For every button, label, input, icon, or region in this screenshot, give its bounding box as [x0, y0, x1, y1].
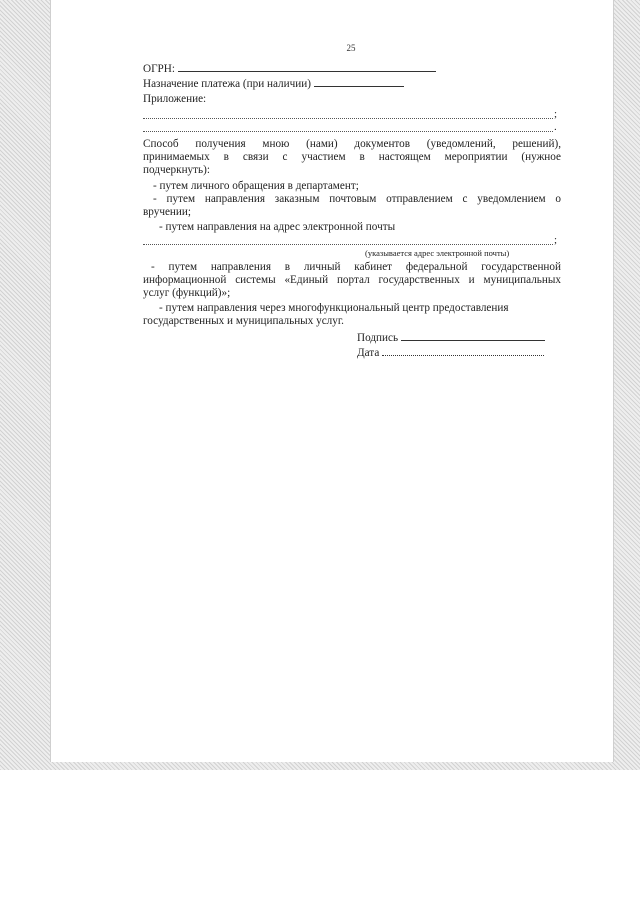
option-registered-mail-line-1: - путем направления заказным почтовым отправлением с уведомлением о: [153, 193, 561, 205]
document-page: [50, 0, 614, 762]
payment-purpose-label: Назначение платежа (при наличии): [143, 78, 311, 90]
option-email: - путем направления на адрес электронной почты: [159, 221, 396, 233]
option-portal-line-3: услуг (функций)»;: [143, 287, 231, 299]
option-portal-line-1: - путем направления в личный кабинет федеральной государственной: [151, 261, 561, 273]
signature-blank-field: [401, 331, 545, 341]
method-intro-line-1: Способ получения мною (нами) документов (уведомлений, решений),: [143, 138, 561, 150]
attachment-blank-line-1: [143, 118, 553, 119]
attachment-line-2-end: .: [554, 121, 557, 133]
option-mfc-line-1: - путем направления через многофункциональный центр предоставления: [159, 302, 509, 314]
option-personal-visit: - путем личного обращения в департамент;: [153, 180, 359, 192]
option-mfc-line-2: государственных и муниципальных услуг.: [143, 315, 344, 327]
date-row: [357, 346, 544, 360]
method-intro-line-2: принимаемых в связи с участием в настоящем мероприятии (нужное: [143, 151, 561, 163]
email-hint: (указывается адрес электронной почты): [365, 248, 510, 258]
option-portal-line-2: информационной системы «Единый портал государственных и муниципальных: [143, 274, 561, 286]
method-intro-line-3: подчеркнуть):: [143, 164, 210, 176]
payment-purpose-blank-field: [314, 77, 404, 87]
date-label: Дата: [357, 347, 380, 359]
attachment-label: Приложение:: [143, 93, 207, 105]
email-blank-line: [143, 244, 553, 245]
email-line-end: ;: [554, 234, 558, 246]
ogrn-blank-field: [178, 62, 436, 72]
ogrn-label: ОГРН:: [143, 63, 175, 75]
attachment-line-1-end: ;: [554, 108, 558, 120]
date-blank-field: [382, 346, 544, 356]
ogrn-row: [143, 62, 436, 76]
payment-purpose-row: [143, 77, 404, 91]
page-number: 25: [346, 43, 356, 53]
signature-label: Подпись: [357, 332, 399, 344]
option-registered-mail-line-2: вручении;: [143, 206, 191, 218]
attachment-row: [143, 93, 206, 106]
signature-row: [357, 331, 545, 345]
attachment-blank-line-2: [143, 131, 553, 132]
